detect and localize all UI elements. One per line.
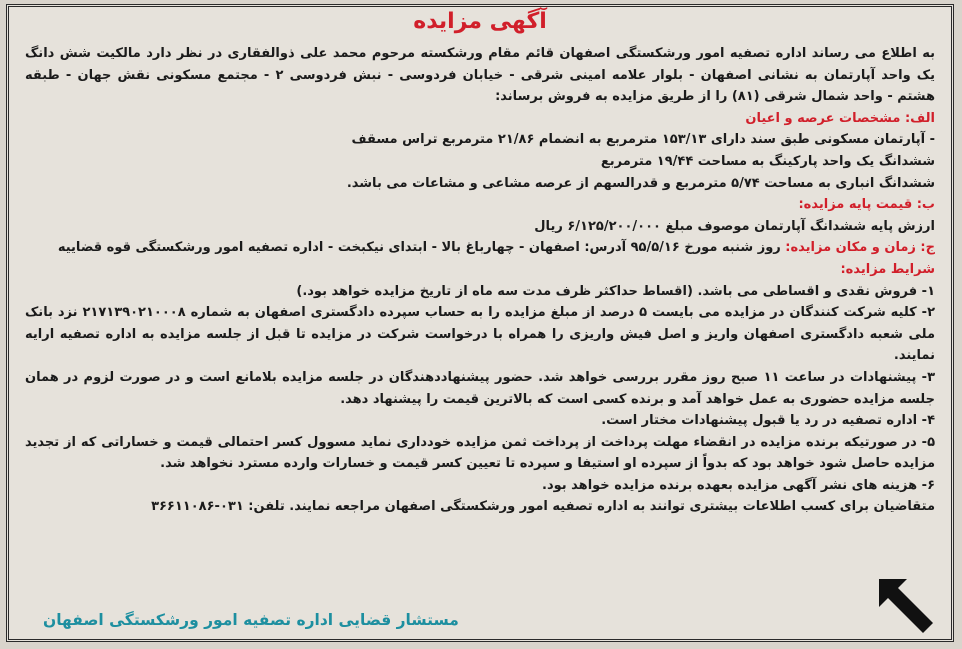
section-a-line-1: - آپارتمان مسکونی طبق سند دارای ۱۵۳/۱۳ مترمربع به انضمام ۲۱/۸۶ مترمربع تراس مسقف xyxy=(351,132,935,148)
notice-title: آگهی مزایده xyxy=(413,9,547,34)
term-item: ۱- فروش نقدی و اقساطی می باشد. (اقساط حداکثر ظرف مدت سه ماه از تاریخ مزایده خواهد بود.) xyxy=(296,283,935,299)
section-c-heading: ج: زمان و مکان مزایده: xyxy=(785,240,935,256)
section-a-heading: الف: مشخصات عرصه و اعیان xyxy=(745,110,935,126)
section-b-line-1: ارزش پایه ششدانگ آپارتمان موصوف مبلغ ۶/۱۲۵/۲۰۰/۰۰۰ ریال xyxy=(534,218,935,234)
terms-heading: شرایط مزایده: xyxy=(840,261,935,277)
signature-line: مستشار قضایی اداره تصفیه امور ورشکستگی اصفهان xyxy=(43,611,459,629)
notice-body xyxy=(25,43,935,518)
notice-frame xyxy=(6,4,954,642)
term-item: ۲- کلیه شرکت کنندگان در مزایده می بایست ۵ درصد از مبلغ مزایده را به حساب سپرده دادگستری اصفهان به شماره ۲۱۷۱۳۹۰۲۱۰۰۰۸ نزد بانک ملی شعبه دادگستری اصفهان واریز و اصل فیش واریزی را همراه با درخواست شرکت در مزایده تا قبل از جلسه مزایده به اداره تصفیه ارایه نمایند. xyxy=(25,305,935,364)
section-a-line-3: ششدانگ انباری به مساحت ۵/۷۴ مترمربع و قدرالسهم از عرصه مشاعی و مشاعات می باشد. xyxy=(346,175,935,191)
contact-line: متقاضیان برای کسب اطلاعات بیشتری توانند به اداره تصفیه امور ورشکستگی اصفهان مراجعه نمایند. تلفن: ۰۳۱-۳۶۶۱۱۰۸۶ xyxy=(151,499,935,515)
section-c-line-1: روز شنبه مورخ ۹۵/۵/۱۶ آدرس: اصفهان - چهارباغ بالا - ابتدای نیکبخت - اداره تصفیه امور ورشکستگی قوه قضاییه xyxy=(57,240,786,256)
term-item: ۶- هزینه های نشر آگهی مزایده بعهده برنده مزایده خواهد بود. xyxy=(542,477,935,493)
term-item: ۳- پیشنهادات در ساعت ۱۱ صبح روز مقرر بررسی خواهد شد. حضور پیشنهاددهندگان در جلسه مزایده بلامانع است و در صورت لزوم در همان جلسه مزایده حضوری به عمل خواهد آمد و برنده کسی است که بالاترین قیمت را پیشنهاد دهد. xyxy=(25,369,935,407)
section-a-line-2: ششدانگ یک واحد پارکینگ به مساحت ۱۹/۴۴ مترمربع xyxy=(600,153,935,169)
section-c-row xyxy=(25,237,935,259)
corner-arrow-icon xyxy=(873,573,939,637)
intro-paragraph: به اطلاع می رساند اداره تصفیه امور ورشکستگی اصفهان قائم مقام ورشکسته مرحوم محمد علی ذوالفقاری در نظر دارد مالکیت شش دانگ یک واحد آپارتمان به نشانی اصفهان - بلوار علامه امینی شرقی - خیابان فردوسی - نبش فردوسی ۲ - مجتمع مسکونی نقش جهان - طبقه هشتم - واحد شمال شرقی (۸۱) را از طریق مزایده به فروش برساند: xyxy=(25,46,935,105)
section-b-heading: ب: قیمت پایه مزایده: xyxy=(798,197,935,213)
term-item: ۵- در صورتیکه برنده مزایده در انقضاء مهلت پرداخت از پرداخت ثمن مزایده خودداری نماید مسوول کسر احتمالی قیمت و خساراتی که از تجدید مزایده حاصل شود خواهد بود که بدواً از سپرده او استیفا و سپرده تا تعیین کسر قیمت و خسارات وارده مسترد نخواهد شد. xyxy=(25,434,935,472)
term-item: ۴- اداره تصفیه در رد یا قبول پیشنهادات مختار است. xyxy=(601,413,935,429)
